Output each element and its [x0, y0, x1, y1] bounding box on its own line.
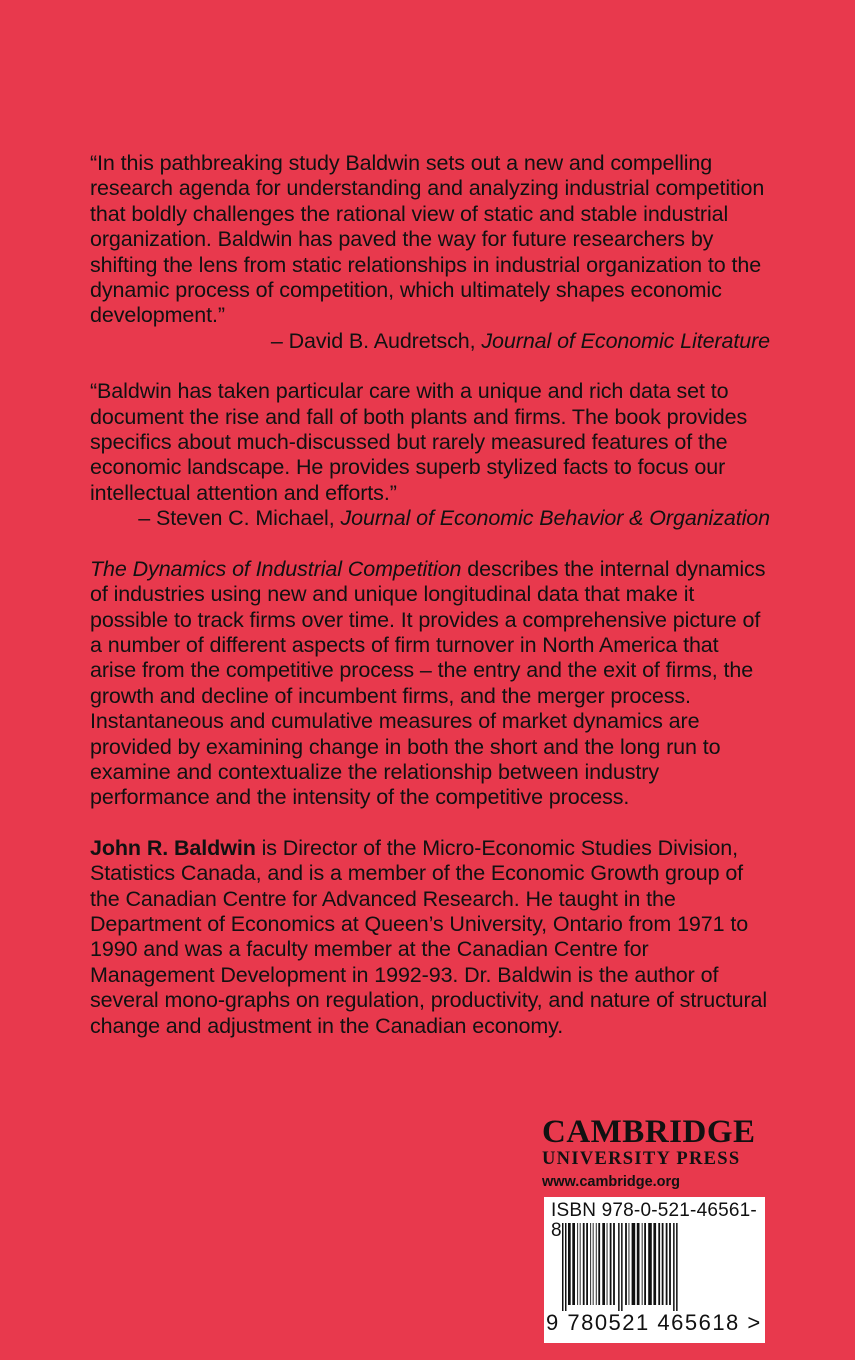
publisher-url: www.cambridge.org [542, 1174, 681, 1190]
barcode-bar [642, 1223, 643, 1305]
barcode-bar [590, 1223, 591, 1305]
review-quote-1: “In this pathbreaking study Baldwin sets out a new and compelling research agenda for understanding and analyzing industrial competition that boldly challenges the rational view of static and stable industrial organization. Baldwin has paved the way for future researchers by shifting the lens from static relationships in industrial organization to the dynamic process of competition, which ultimately shapes economic development.” [90, 151, 765, 328]
barcode-bar [583, 1223, 585, 1305]
barcode-bar [618, 1223, 620, 1311]
barcode-bar [593, 1223, 594, 1305]
author-bio-text: is Director of the Micro-Economic Studies Division, Statistics Canada, and is a member of the Economic Growth group of the Canadian Centre for Advanced Research. He taught in the Department of Economics at Queen’s University, Ontario from 1971 to 1990 and was a faculty member at the Canadian Centre for Management Development in 1992-93. Dr. Baldwin is the author of several mono-graphs on regulation, productivity, and nature of structural change and adjustment in the Canadian economy. [90, 835, 768, 1038]
book-title: The Dynamics of Industrial Competition [90, 556, 462, 581]
description-text: describes the internal dynamics of industries using new and unique longitudinal data that make it possible to track firms over time. It provides a comprehensive picture of a number of different aspects of firm turnover in North America that arise from the competitive process – the entry and the exit of firms, the growth and decline of incumbent firms, and the merger process. Instantaneous and cumulative measures of market dynamics are provided by examining change in both the short and the long run to examine and contextualize the relationship between industry performance and the intensity of the competitive process. [90, 556, 766, 810]
barcode-bar [602, 1223, 605, 1305]
back-cover-text [90, 151, 770, 1039]
publisher-subtitle: UNIVERSITY PRESS [542, 1149, 741, 1169]
barcode-bar [596, 1223, 597, 1305]
reviewer-name-1: – David B. Audretsch, [270, 328, 482, 353]
review-attribution-2 [90, 506, 770, 531]
review-quote-2: “Baldwin has taken particular care with a unique and rich data set to document the rise and fall of both plants and firms. The book provides specifics about much-discussed but rarely measured features of the economic landscape. He provides superb stylized facts to focus our intellectual attention and efforts.” [90, 379, 748, 505]
reviewer-journal-2: Journal of Economic Behavior & Organization [340, 506, 770, 531]
reviewer-journal-1: Journal of Economic Literature [481, 328, 770, 353]
barcode-bar [644, 1223, 646, 1305]
barcode-bar [625, 1223, 627, 1305]
book-description [90, 557, 770, 811]
barcode-bar [562, 1223, 564, 1311]
barcode-bar [669, 1223, 671, 1305]
author-name: John R. Baldwin [90, 835, 256, 860]
barcode-bars [548, 1223, 761, 1311]
isbn-barcode [544, 1197, 765, 1343]
barcode-bar [580, 1223, 581, 1305]
barcode-bar [572, 1223, 575, 1305]
barcode-bar [662, 1223, 664, 1305]
barcode-bar [673, 1223, 675, 1311]
publisher-logo [542, 1116, 766, 1194]
barcode-bar [607, 1223, 608, 1305]
barcode-bar [658, 1223, 660, 1305]
publisher-name: CAMBRIDGE [542, 1114, 756, 1150]
barcode-bar [629, 1223, 630, 1305]
author-bio [90, 836, 770, 1039]
barcode-bar [648, 1223, 652, 1305]
barcode-bar [568, 1223, 571, 1305]
barcode-bar [565, 1223, 567, 1311]
barcode-bar [666, 1223, 668, 1305]
review-attribution-1 [90, 329, 770, 354]
barcode-bar [586, 1223, 588, 1305]
barcode-bar [676, 1223, 678, 1311]
barcode-bar [577, 1223, 578, 1305]
barcode-bar [637, 1223, 640, 1305]
barcode-bar [653, 1223, 656, 1305]
reviewer-name-2: – Steven C. Michael, [138, 506, 341, 531]
isbn-label: ISBN 978-0-521-46561-8 [551, 1200, 757, 1241]
barcode-digits: 9 780521 465618 > [546, 1310, 762, 1335]
barcode-bar [632, 1223, 636, 1305]
barcode-bar [598, 1223, 600, 1305]
barcode-bar [621, 1223, 623, 1311]
barcode-bar [610, 1223, 612, 1305]
barcode-bar [613, 1223, 615, 1305]
